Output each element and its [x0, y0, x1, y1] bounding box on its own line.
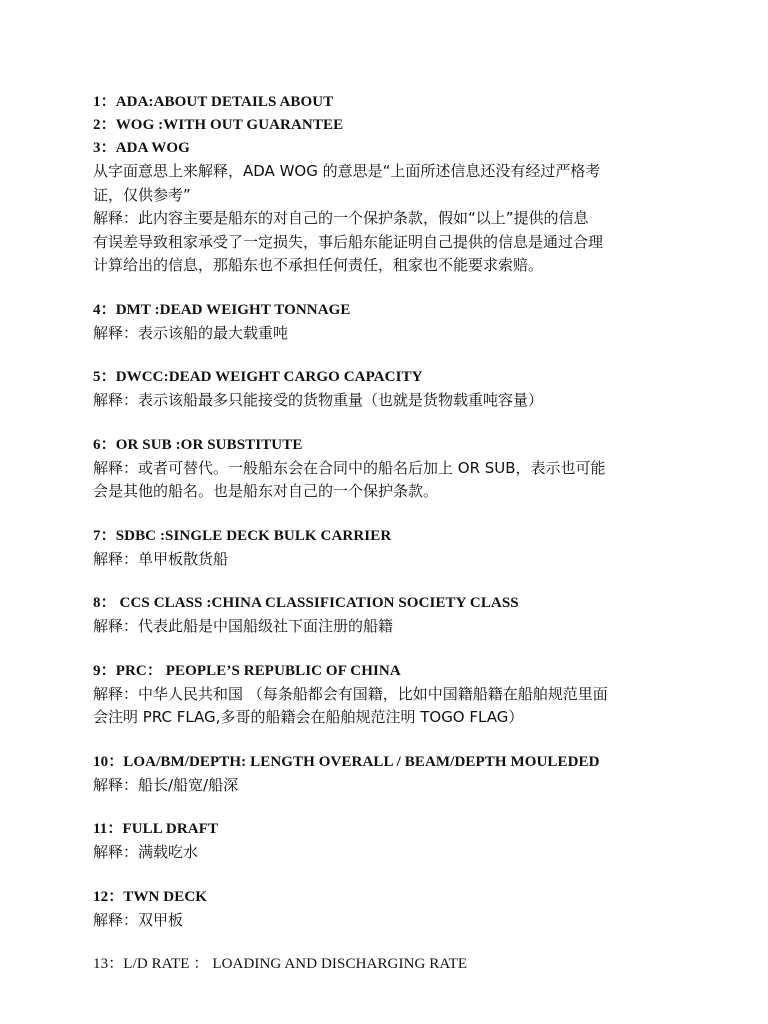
explanation-line: 解释：船长/船宽/船深: [93, 775, 239, 794]
explanation-line: 解释：表示该船最多只能接受的货物重量（也就是货物载重吨容量）: [93, 391, 544, 409]
entry-heading: 1：ADA:ABOUT DETAILS ABOUT: [93, 94, 334, 110]
explanation-line: 证，仅供参考”: [93, 185, 191, 204]
entry-heading: 8： CCS CLASS :CHINA CLASSIFICATION SOCIETY CLASS: [93, 595, 519, 611]
explanation-line: 解释：单甲板散货船: [93, 549, 229, 568]
explanation-line: 会注明 PRC FLAG,多哥的船籍会在船舶规范注明 TOGO FLAG）: [93, 708, 524, 726]
entry-explanation: [93, 457, 693, 504]
entry-heading: 11：FULL DRAFT: [93, 821, 219, 837]
entry-heading: 10：LOA/BM/DEPTH: LENGTH OVERALL / BEAM/DEPTH MOULEDED: [93, 753, 600, 770]
entry-explanation: [93, 389, 693, 413]
explanation-line: 解释：表示该船的最大载重吨: [93, 323, 289, 342]
glossary-entry: [93, 434, 693, 504]
entry-heading: 9：PRC： PEOPLE’S REPUBLIC OF CHINA: [93, 662, 401, 679]
glossary-entry: [93, 299, 693, 346]
entry-heading: 6：OR SUB :OR SUBSTITUTE: [93, 436, 303, 453]
explanation-line: 解释：此内容主要是船东的对自己的一个保护条款，假如“以上”提供的信息: [93, 209, 589, 227]
entry-explanation: [93, 841, 693, 865]
entry-heading: 3：ADA WOG: [93, 140, 190, 156]
explanation-line: 解释：双甲板: [93, 910, 184, 929]
entry-explanation: [93, 683, 693, 730]
glossary-entry: [93, 953, 693, 976]
entry-explanation: [93, 160, 693, 278]
explanation-line: 有误差导致租家承受了一定损失，事后船东能证明自己提供的信息是通过合理: [93, 232, 604, 251]
explanation-line: 解释：中华人民共和国 （每条船都会有国籍，比如中国籍船籍在船舶规范里面: [93, 684, 608, 703]
explanation-line: 解释：代表此船是中国船级社下面注册的船籍: [93, 617, 394, 635]
glossary-entry: [93, 114, 693, 137]
explanation-line: 解释：满载吃水: [93, 843, 199, 861]
glossary-entry: [93, 886, 693, 933]
explanation-line: 计算给出的信息，那船东也不承担任何责任，租家也不能要求索赔。: [93, 256, 544, 274]
glossary-entry: [93, 525, 693, 572]
glossary-entry: [93, 137, 693, 278]
glossary-entry: [93, 660, 693, 730]
glossary-entry: [93, 751, 693, 798]
entry-explanation: [93, 774, 693, 798]
document-page: [93, 91, 693, 997]
glossary-entry: [93, 366, 693, 413]
glossary-entry: [93, 91, 693, 114]
explanation-line: 会是其他的船名。也是船东对自己的一个保护条款。: [93, 482, 439, 500]
entry-heading: 12：TWN DECK: [93, 888, 208, 905]
explanation-line: 解释：或者可替代。一般船东会在合同中的船名后加上 OR SUB，表示也可能: [93, 458, 606, 477]
entry-explanation: [93, 909, 693, 933]
entry-heading: 5：DWCC:DEAD WEIGHT CARGO CAPACITY: [93, 369, 423, 385]
glossary-entry: [93, 818, 693, 865]
entry-heading: 7：SDBC :SINGLE DECK BULK CARRIER: [93, 527, 392, 544]
entry-heading: 13：L/D RATE ： LOADING AND DISCHARGING RATE: [93, 956, 468, 972]
glossary-entry: [93, 592, 693, 639]
entry-explanation: [93, 615, 693, 639]
entry-heading: 4：DMT :DEAD WEIGHT TONNAGE: [93, 301, 351, 318]
entry-explanation: [93, 322, 693, 346]
entry-heading: 2：WOG :WITH OUT GUARANTEE: [93, 117, 344, 133]
entry-explanation: [93, 548, 693, 572]
explanation-line: 从字面意思上来解释，ADA WOG 的意思是“上面所述信息还没有经过严格考: [93, 162, 601, 180]
